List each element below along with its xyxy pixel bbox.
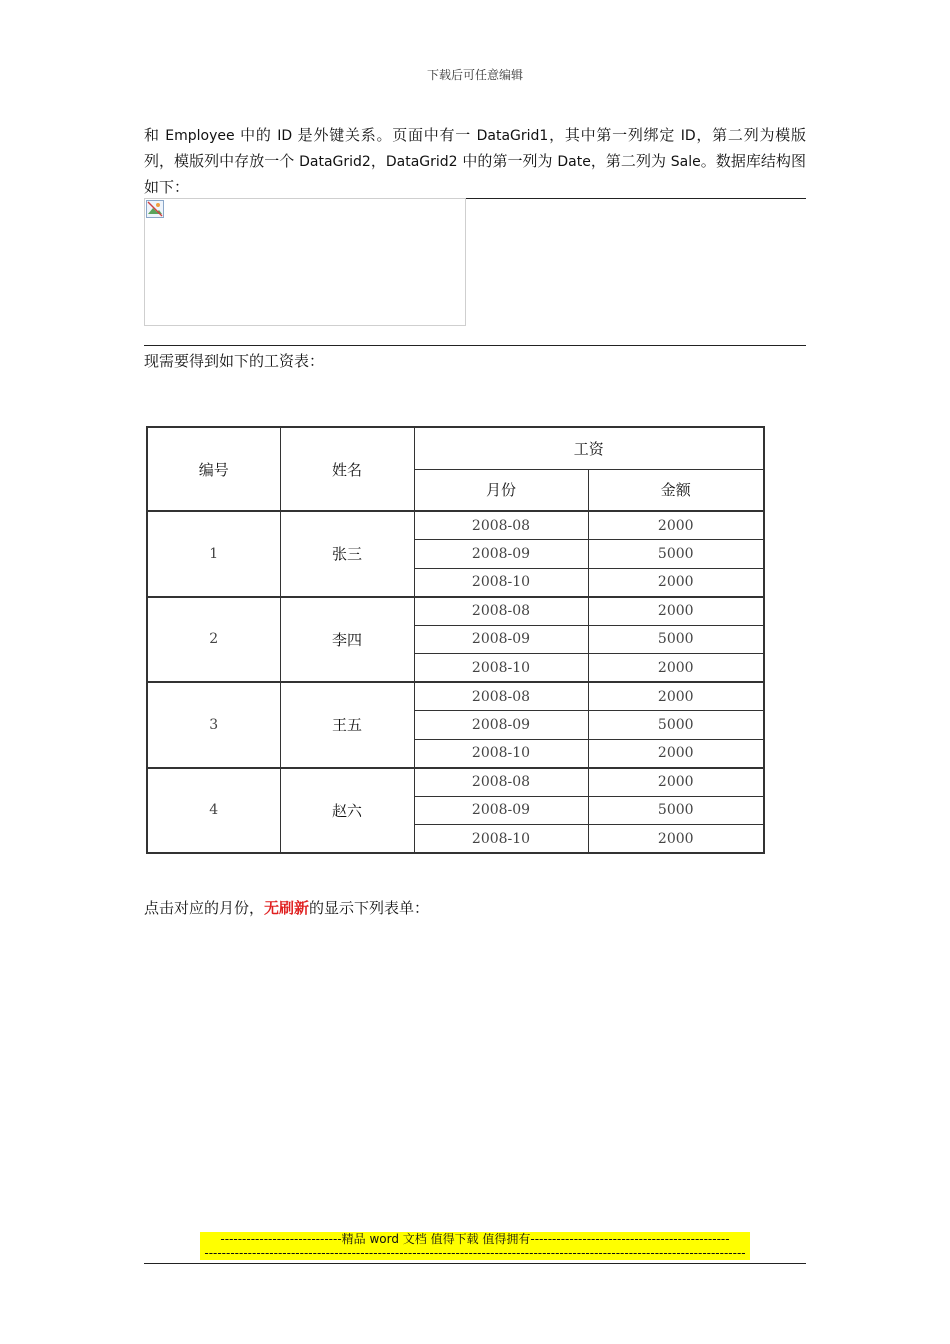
intro-segment: ，其中第一列绑定 [548,126,681,144]
month-cell[interactable]: 2008-08 [414,511,588,540]
amount-cell: 5000 [588,540,764,569]
month-cell[interactable]: 2008-09 [414,540,588,569]
month-cell[interactable]: 2008-08 [414,597,588,626]
amount-cell: 5000 [588,711,764,740]
intro-segment: Sale [670,154,701,170]
intro-segment: 中的 [234,126,278,144]
amount-cell: 2000 [588,654,764,683]
employee-name-cell: 李四 [280,597,414,683]
month-cell[interactable]: 2008-10 [414,654,588,683]
month-cell[interactable]: 2008-09 [414,711,588,740]
employee-id-cell: 2 [147,597,280,683]
month-cell[interactable]: 2008-09 [414,625,588,654]
footer-band-line1: ----------------------------精品 word 文档 值得下载 值得拥有---------------------------------------------- [200,1232,750,1246]
intro-segment: ，第二列为 [590,152,671,170]
employee-id-cell: 1 [147,511,280,597]
month-cell[interactable]: 2008-10 [414,825,588,854]
intro-segment: 是外键关系。页面中有一 [292,126,477,144]
click-note-after: 的显示下列表单： [309,899,430,917]
employee-name-cell: 张三 [280,511,414,597]
employee-id-cell: 4 [147,768,280,854]
database-diagram-image [144,198,466,326]
salary-table [146,426,765,854]
header-amount: 金额 [588,469,764,511]
amount-cell: 2000 [588,597,764,626]
click-note-highlight: 无刷新 [264,899,310,917]
intro-segment: ID [277,128,293,144]
salary-intro: 现需要得到如下的工资表： [144,352,325,370]
intro-segment: 。数据库结构图如下： [144,152,806,196]
table-row [147,511,764,540]
intro-segment: ，第二列为模版列，模版列中存放一个 [144,126,806,170]
intro-paragraph [144,123,806,200]
intro-segment: 中的第一列为 [457,152,558,170]
click-note-before: 点击对应的月份， [144,899,265,917]
employee-name-cell: 赵六 [280,768,414,854]
footer-band-line2: ----------------------------------------------------------------------------------------------------------------------------- [200,1246,750,1260]
intro-segment: DataGrid2 [385,154,458,170]
click-note [144,896,806,921]
amount-cell: 5000 [588,625,764,654]
amount-cell: 2000 [588,768,764,797]
intro-segment: ID [680,128,696,144]
month-cell[interactable]: 2008-08 [414,768,588,797]
amount-cell: 2000 [588,739,764,768]
footer-rule [144,1263,806,1264]
month-cell[interactable]: 2008-09 [414,796,588,825]
header-month: 月份 [414,469,588,511]
intro-segment: ， [370,152,386,170]
header-name: 姓名 [280,427,414,511]
broken-image-icon [146,200,164,218]
employee-name-cell: 王五 [280,682,414,768]
table-row [147,597,764,626]
amount-cell: 2000 [588,825,764,854]
intro-segment: Date [557,154,591,170]
month-cell[interactable]: 2008-10 [414,568,588,597]
intro-segment: 和 [144,126,166,144]
table-row [147,768,764,797]
month-cell[interactable]: 2008-10 [414,739,588,768]
intro-segment: DataGrid1 [476,128,549,144]
employee-id-cell: 3 [147,682,280,768]
amount-cell: 2000 [588,511,764,540]
amount-cell: 5000 [588,796,764,825]
intro-segment: Employee [165,128,235,144]
header-note: 下载后可任意编辑 [426,68,523,82]
section-divider-2 [144,345,806,346]
table-row [147,682,764,711]
header-salary: 工资 [414,427,764,469]
header-id: 编号 [147,427,280,511]
amount-cell: 2000 [588,682,764,711]
month-cell[interactable]: 2008-08 [414,682,588,711]
intro-segment: DataGrid2 [299,154,371,170]
amount-cell: 2000 [588,568,764,597]
